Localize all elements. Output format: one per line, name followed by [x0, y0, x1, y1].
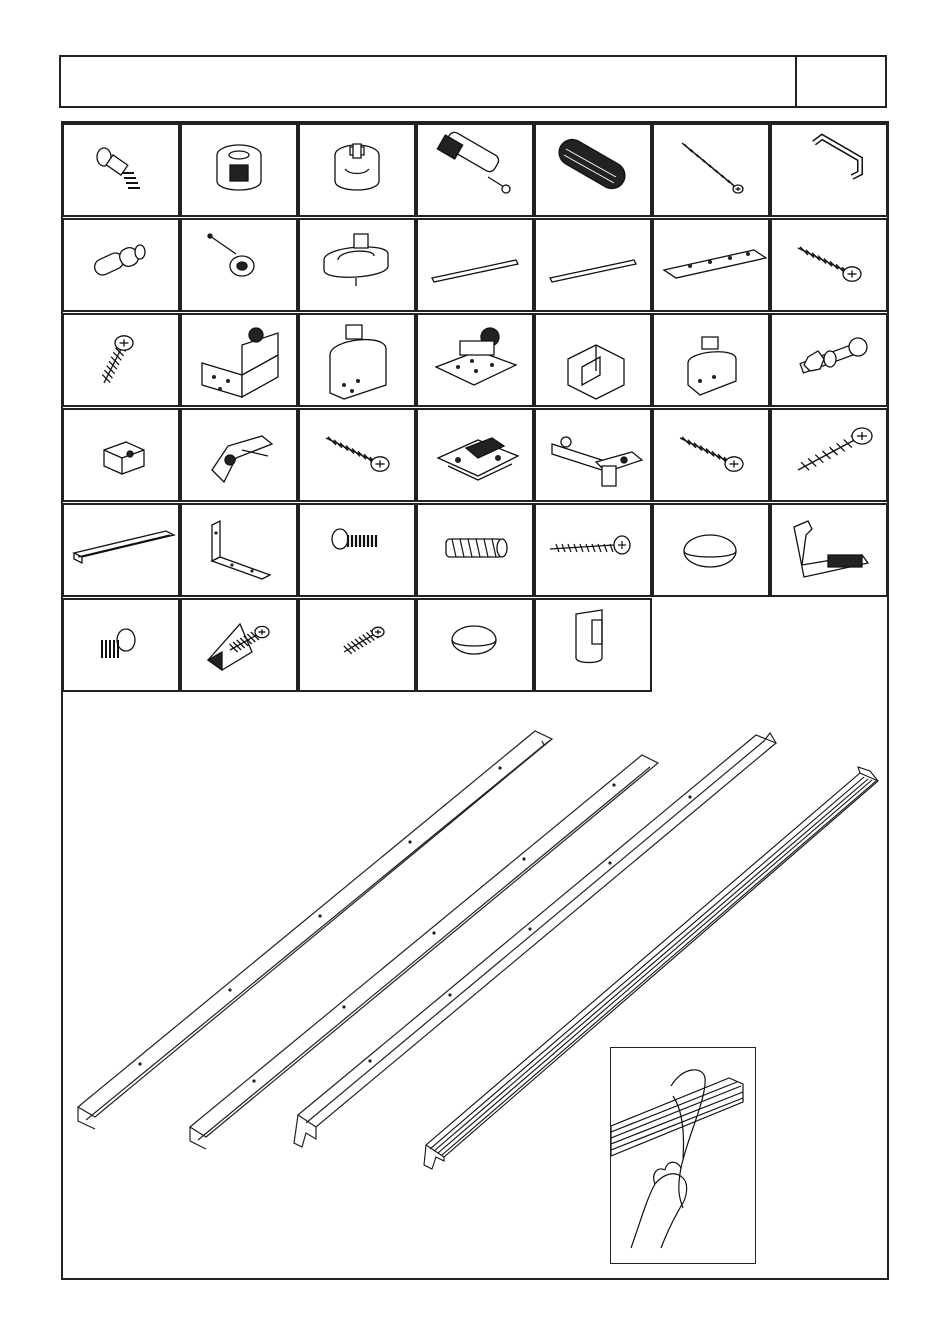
mounting-plate-cam-icon [418, 315, 532, 405]
part-cell [416, 313, 534, 407]
bolt-nut-washer-icon [772, 315, 886, 405]
cable-clip-icon [300, 220, 414, 310]
part-cell [62, 503, 180, 597]
part-cell [180, 313, 298, 407]
l-bracket-long-icon [182, 505, 296, 595]
rails-illustration [70, 725, 885, 1270]
long-wood-screw-icon [536, 505, 650, 595]
pan-head-screw-icon [64, 315, 178, 405]
wall-plug-icon [418, 505, 532, 595]
part-cell [770, 503, 888, 597]
part-cell [534, 218, 652, 312]
washer-head-screw-icon [300, 505, 414, 595]
part-cell [298, 408, 416, 502]
part-cell [770, 313, 888, 407]
hinge-mounting-plate-icon [418, 410, 532, 500]
part-cell [652, 503, 770, 597]
part-cell [298, 313, 416, 407]
plastic-anchor-bolt-icon [418, 125, 532, 215]
nail-felt-pad-icon [182, 220, 296, 310]
part-cell [298, 123, 416, 217]
wood-screw-long-icon [654, 125, 768, 215]
door-stopper-clip-icon [772, 505, 886, 595]
short-screw-icon [64, 600, 178, 690]
small-screw-icon [300, 600, 414, 690]
part-cell [62, 313, 180, 407]
part-cell [62, 598, 180, 692]
adhesive-pad-small-icon [418, 600, 532, 690]
part-cell [652, 123, 770, 217]
part-cell [180, 598, 298, 692]
corner-block-icon [536, 315, 650, 405]
pliers-clip-icon [182, 410, 296, 500]
dowel-screw-icon [64, 125, 178, 215]
part-cell [652, 218, 770, 312]
long-screw-washer-icon [772, 410, 886, 500]
part-cell [180, 123, 298, 217]
part-cell [534, 598, 652, 692]
part-cell [180, 408, 298, 502]
corner-joint-screw-icon [182, 600, 296, 690]
part-cell [770, 408, 888, 502]
countersunk-screw-icon [654, 410, 768, 500]
angle-bracket-tab-icon [300, 315, 414, 405]
cabinet-hinge-icon [536, 410, 650, 500]
part-cell [652, 313, 770, 407]
part-cell [416, 218, 534, 312]
top-guide-rail-icon [78, 731, 552, 1129]
guide-rail-icon [190, 755, 658, 1149]
part-cell [62, 408, 180, 502]
cam-lock-nut-icon [300, 125, 414, 215]
wooden-dowel-icon [536, 125, 650, 215]
countersunk-screw-icon [300, 410, 414, 500]
peel-adhesive-tape-icon [611, 1048, 757, 1265]
connecting-plate-icon [654, 220, 768, 310]
part-cell [416, 408, 534, 502]
part-cell [416, 123, 534, 217]
part-cell [180, 218, 298, 312]
header-box [59, 55, 887, 108]
part-cell [534, 503, 652, 597]
metal-rod-icon [418, 220, 532, 310]
part-cell [62, 123, 180, 217]
header-divider [795, 57, 797, 106]
guide-rail-short-icon [64, 505, 178, 595]
part-cell [534, 408, 652, 502]
cam-lock-housing-icon [182, 125, 296, 215]
part-cell [298, 218, 416, 312]
part-cell [770, 123, 888, 217]
part-cell [62, 218, 180, 312]
inset-panel [610, 1047, 756, 1264]
part-cell [416, 598, 534, 692]
countersunk-screw-icon [772, 220, 886, 310]
part-cell [416, 503, 534, 597]
part-cell [652, 408, 770, 502]
part-cell [298, 598, 416, 692]
allen-key-icon [772, 125, 886, 215]
part-cell [770, 218, 888, 312]
angle-bracket-cam-icon [182, 315, 296, 405]
part-cell [534, 123, 652, 217]
part-cell [534, 313, 652, 407]
part-cell [298, 503, 416, 597]
small-angle-bracket-icon [654, 315, 768, 405]
metal-rod-icon [536, 220, 650, 310]
adhesive-pad-large-icon [654, 505, 768, 595]
part-cell [180, 503, 298, 597]
shelf-support-pin-icon [64, 220, 178, 310]
cube-connector-icon [64, 410, 178, 500]
end-cap-icon [536, 600, 650, 690]
